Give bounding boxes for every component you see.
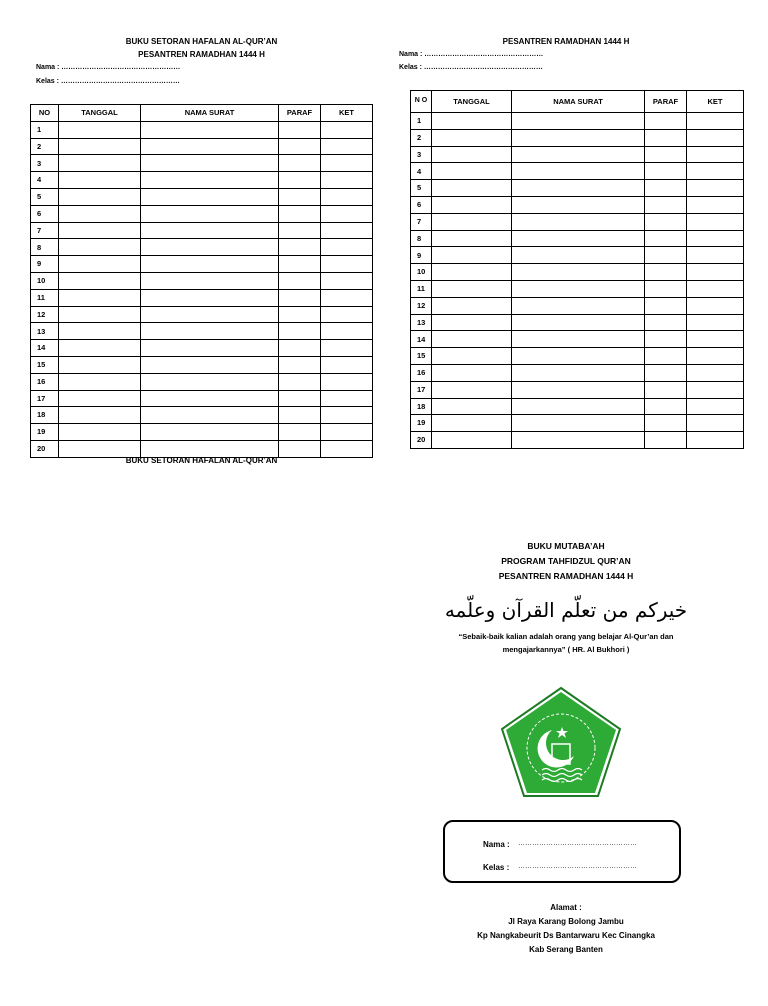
alamat-line-3: Kab Serang Banten: [529, 945, 603, 954]
hadith-translation-2: mengajarkannya” ( HR. Al Bukhori ): [502, 645, 630, 654]
cell-paraf[interactable]: [279, 340, 321, 357]
cell-nama-surat[interactable]: [141, 138, 279, 155]
cell-nama-surat[interactable]: [512, 398, 645, 415]
cell-ket[interactable]: [687, 163, 744, 180]
cell-tanggal[interactable]: [59, 323, 141, 340]
cell-nama-surat[interactable]: [141, 188, 279, 205]
cell-tanggal[interactable]: [432, 180, 512, 197]
cell-no: 15: [411, 348, 432, 365]
cell-tanggal[interactable]: [432, 196, 512, 213]
header-ket: KET: [321, 105, 373, 122]
cell-tanggal[interactable]: [59, 138, 141, 155]
cell-ket[interactable]: [687, 264, 744, 281]
cover-nama-dots: ……………………………………………: [518, 840, 637, 847]
cell-tanggal[interactable]: [59, 373, 141, 390]
table-row: [31, 239, 373, 256]
cell-no: 9: [31, 256, 59, 273]
cell-nama-surat[interactable]: [512, 113, 645, 130]
table-row: [31, 373, 373, 390]
cell-paraf[interactable]: [645, 247, 687, 264]
table-row: [411, 348, 744, 365]
table-header-row: [31, 105, 373, 122]
cell-no: 18: [31, 407, 59, 424]
cell-ket[interactable]: [687, 247, 744, 264]
cell-paraf[interactable]: [645, 264, 687, 281]
cell-ket[interactable]: [687, 113, 744, 130]
cell-tanggal[interactable]: [432, 415, 512, 432]
cell-no: 2: [411, 129, 432, 146]
table-row: [31, 155, 373, 172]
cell-nama-surat[interactable]: [141, 222, 279, 239]
table-row: [411, 129, 744, 146]
cell-ket[interactable]: [321, 121, 373, 138]
header-tanggal: TANGGAL: [59, 105, 141, 122]
cell-nama-surat[interactable]: [141, 172, 279, 189]
cell-nama-surat[interactable]: [512, 381, 645, 398]
cell-tanggal[interactable]: [59, 407, 141, 424]
cell-no: 8: [31, 239, 59, 256]
cell-paraf[interactable]: [645, 364, 687, 381]
cell-ket[interactable]: [321, 172, 373, 189]
cell-ket[interactable]: [687, 364, 744, 381]
cell-nama-surat[interactable]: [141, 424, 279, 441]
cell-nama-surat[interactable]: [141, 390, 279, 407]
cell-tanggal[interactable]: [432, 314, 512, 331]
cell-nama-surat[interactable]: [512, 230, 645, 247]
cell-tanggal[interactable]: [432, 331, 512, 348]
left-nama-field: Nama : ……………………………………………: [36, 64, 181, 71]
cell-paraf[interactable]: [279, 256, 321, 273]
table-row: [31, 356, 373, 373]
pentagon-emblem-logo: [500, 686, 622, 798]
cell-paraf[interactable]: [645, 146, 687, 163]
cell-no: 14: [411, 331, 432, 348]
cell-no: 19: [411, 415, 432, 432]
cell-paraf[interactable]: [645, 348, 687, 365]
cell-nama-surat[interactable]: [141, 289, 279, 306]
cell-tanggal[interactable]: [432, 398, 512, 415]
cell-nama-surat[interactable]: [141, 440, 279, 457]
cell-nama-surat[interactable]: [512, 314, 645, 331]
cell-no: 7: [31, 222, 59, 239]
table-row: [31, 188, 373, 205]
cell-tanggal[interactable]: [432, 381, 512, 398]
cell-ket[interactable]: [321, 256, 373, 273]
cell-ket[interactable]: [321, 323, 373, 340]
cell-ket[interactable]: [321, 306, 373, 323]
cell-tanggal[interactable]: [59, 340, 141, 357]
cell-no: 9: [411, 247, 432, 264]
table-row: [411, 432, 744, 449]
cell-no: 4: [411, 163, 432, 180]
cell-ket[interactable]: [687, 196, 744, 213]
cell-tanggal[interactable]: [432, 364, 512, 381]
cell-no: 19: [31, 424, 59, 441]
cell-paraf[interactable]: [645, 230, 687, 247]
cell-ket[interactable]: [687, 129, 744, 146]
table-row: [31, 121, 373, 138]
cover-title-2: PROGRAM TAHFIDZUL QUR’AN: [501, 556, 631, 566]
table-row: [411, 415, 744, 432]
cell-ket[interactable]: [687, 314, 744, 331]
cell-paraf[interactable]: [279, 323, 321, 340]
alamat-line-2: Kp Nangkabeurit Ds Bantarwaru Kec Cinangka: [477, 931, 655, 940]
left-footer-title: BUKU SETORAN HAFALAN AL-QUR’AN: [125, 456, 278, 465]
table-row: [411, 297, 744, 314]
cell-ket[interactable]: [321, 188, 373, 205]
cell-paraf[interactable]: [645, 196, 687, 213]
cell-tanggal[interactable]: [432, 129, 512, 146]
cell-tanggal[interactable]: [59, 172, 141, 189]
table-row: [31, 256, 373, 273]
cell-no: 1: [31, 121, 59, 138]
cell-no: 18: [411, 398, 432, 415]
table-row: [31, 390, 373, 407]
cell-nama-surat[interactable]: [141, 239, 279, 256]
cell-ket[interactable]: [687, 381, 744, 398]
table-row: [411, 180, 744, 197]
cell-paraf[interactable]: [279, 306, 321, 323]
table-row: [411, 163, 744, 180]
cell-nama-surat[interactable]: [512, 180, 645, 197]
header-nama-surat: NAMA SURAT: [141, 105, 279, 122]
cell-no: 8: [411, 230, 432, 247]
cell-no: 15: [31, 356, 59, 373]
cell-no: 11: [411, 280, 432, 297]
cell-tanggal[interactable]: [59, 424, 141, 441]
cell-tanggal[interactable]: [59, 155, 141, 172]
cell-paraf[interactable]: [645, 280, 687, 297]
cell-no: 13: [31, 323, 59, 340]
cell-ket[interactable]: [687, 180, 744, 197]
table-row: [31, 289, 373, 306]
table-row: [31, 323, 373, 340]
cell-paraf[interactable]: [279, 373, 321, 390]
cell-paraf[interactable]: [645, 381, 687, 398]
cell-ket[interactable]: [321, 239, 373, 256]
cell-nama-surat[interactable]: [512, 196, 645, 213]
header-tanggal: TANGGAL: [432, 91, 512, 113]
cell-no: 16: [411, 364, 432, 381]
cell-ket[interactable]: [687, 398, 744, 415]
table-row: [411, 331, 744, 348]
cell-nama-surat[interactable]: [512, 264, 645, 281]
table-row: [411, 398, 744, 415]
table-row: [411, 264, 744, 281]
cell-nama-surat[interactable]: [512, 415, 645, 432]
table-header-row: [411, 91, 744, 113]
cell-paraf[interactable]: [645, 432, 687, 449]
cell-ket[interactable]: [321, 205, 373, 222]
table-row: [31, 407, 373, 424]
cell-ket[interactable]: [687, 230, 744, 247]
cell-no: 11: [31, 289, 59, 306]
left-setoran-table: [30, 104, 373, 458]
emblem-inner-pentagon: [506, 692, 616, 793]
cell-ket[interactable]: [687, 432, 744, 449]
cell-paraf[interactable]: [279, 390, 321, 407]
cell-nama-surat[interactable]: [141, 407, 279, 424]
header-ket: KET: [687, 91, 744, 113]
cell-ket[interactable]: [321, 440, 373, 457]
cell-nama-surat[interactable]: [141, 155, 279, 172]
right-setoran-table: [410, 90, 744, 449]
cell-ket[interactable]: [321, 340, 373, 357]
cover-kelas-label: Kelas :: [483, 863, 510, 872]
cell-ket[interactable]: [321, 272, 373, 289]
cell-no: 6: [411, 196, 432, 213]
cell-tanggal[interactable]: [59, 239, 141, 256]
cell-ket[interactable]: [687, 146, 744, 163]
cell-no: 20: [31, 440, 59, 457]
hadith-translation-1: “Sebaik-baik kalian adalah orang yang belajar Al-Qur’an dan: [458, 632, 674, 641]
cell-paraf[interactable]: [279, 138, 321, 155]
header-no: NO: [31, 105, 59, 122]
cell-paraf[interactable]: [279, 440, 321, 457]
table-row: [411, 381, 744, 398]
cell-nama-surat[interactable]: [141, 121, 279, 138]
cell-no: 1: [411, 113, 432, 130]
cover-title-3: PESANTREN RAMADHAN 1444 H: [498, 571, 634, 581]
table-row: [31, 138, 373, 155]
cell-ket[interactable]: [321, 222, 373, 239]
cell-ket[interactable]: [321, 407, 373, 424]
alamat-title: Alamat :: [550, 903, 582, 912]
table-row: [31, 424, 373, 441]
cell-tanggal[interactable]: [59, 356, 141, 373]
cell-paraf[interactable]: [645, 180, 687, 197]
right-nama-field: Nama : ……………………………………………: [399, 51, 544, 58]
cell-no: 7: [411, 213, 432, 230]
cell-paraf[interactable]: [279, 172, 321, 189]
cell-ket[interactable]: [321, 356, 373, 373]
cell-nama-surat[interactable]: [512, 364, 645, 381]
header-nama-surat: NAMA SURAT: [512, 91, 645, 113]
cell-paraf[interactable]: [645, 213, 687, 230]
cell-no: 12: [411, 297, 432, 314]
cell-tanggal[interactable]: [432, 297, 512, 314]
cell-paraf[interactable]: [279, 222, 321, 239]
cell-tanggal[interactable]: [59, 390, 141, 407]
cell-paraf[interactable]: [645, 163, 687, 180]
cell-nama-surat[interactable]: [512, 213, 645, 230]
table-row: [411, 247, 744, 264]
table-row: [31, 222, 373, 239]
table-row: [411, 230, 744, 247]
cell-no: 10: [411, 264, 432, 281]
cell-ket[interactable]: [687, 331, 744, 348]
cell-no: 2: [31, 138, 59, 155]
cell-tanggal[interactable]: [432, 432, 512, 449]
cover-kelas-dots: ……………………………………………: [518, 863, 637, 870]
cell-no: 16: [31, 373, 59, 390]
cell-ket[interactable]: [687, 213, 744, 230]
cell-ket[interactable]: [687, 280, 744, 297]
cell-tanggal[interactable]: [432, 230, 512, 247]
right-kelas-field: Kelas : ……………………………………………: [399, 64, 543, 71]
header-paraf: PARAF: [645, 91, 687, 113]
header-no: N O: [411, 91, 432, 113]
header-paraf: PARAF: [279, 105, 321, 122]
alamat-line-1: Jl Raya Karang Bolong Jambu: [508, 917, 624, 926]
cell-ket[interactable]: [321, 289, 373, 306]
cell-paraf[interactable]: [279, 188, 321, 205]
cell-ket[interactable]: [321, 138, 373, 155]
cell-paraf[interactable]: [279, 407, 321, 424]
left-title-1: BUKU SETORAN HAFALAN AL-QUR’AN: [125, 37, 278, 46]
cell-tanggal[interactable]: [59, 440, 141, 457]
cell-tanggal[interactable]: [432, 348, 512, 365]
table-row: [31, 440, 373, 457]
cell-paraf[interactable]: [279, 424, 321, 441]
cell-no: 14: [31, 340, 59, 357]
cell-no: 5: [411, 180, 432, 197]
identity-box: [443, 820, 681, 883]
cell-nama-surat[interactable]: [141, 205, 279, 222]
cell-tanggal[interactable]: [432, 247, 512, 264]
cell-ket[interactable]: [687, 415, 744, 432]
table-row: [411, 146, 744, 163]
table-row: [411, 364, 744, 381]
table-row: [31, 340, 373, 357]
cell-no: 17: [31, 390, 59, 407]
cell-paraf[interactable]: [645, 415, 687, 432]
cell-paraf[interactable]: [279, 205, 321, 222]
cell-nama-surat[interactable]: [512, 297, 645, 314]
cell-tanggal[interactable]: [432, 280, 512, 297]
cell-paraf[interactable]: [279, 289, 321, 306]
table-row: [411, 113, 744, 130]
cell-ket[interactable]: [321, 424, 373, 441]
table-row: [31, 272, 373, 289]
cell-paraf[interactable]: [279, 356, 321, 373]
cell-nama-surat[interactable]: [141, 356, 279, 373]
cell-no: 17: [411, 381, 432, 398]
cell-nama-surat[interactable]: [512, 331, 645, 348]
cell-nama-surat[interactable]: [512, 432, 645, 449]
cell-tanggal[interactable]: [59, 306, 141, 323]
cover-title-1: BUKU MUTABA’AH: [527, 541, 605, 551]
cell-paraf[interactable]: [645, 398, 687, 415]
cell-nama-surat[interactable]: [512, 348, 645, 365]
cell-tanggal[interactable]: [432, 113, 512, 130]
table-row: [31, 172, 373, 189]
cell-paraf[interactable]: [645, 129, 687, 146]
cell-nama-surat[interactable]: [512, 146, 645, 163]
cell-tanggal[interactable]: [59, 256, 141, 273]
cell-nama-surat[interactable]: [141, 256, 279, 273]
cell-no: 20: [411, 432, 432, 449]
cell-nama-surat[interactable]: [141, 340, 279, 357]
cell-paraf[interactable]: [645, 314, 687, 331]
cell-tanggal[interactable]: [59, 188, 141, 205]
cell-tanggal[interactable]: [432, 264, 512, 281]
cell-tanggal[interactable]: [432, 213, 512, 230]
cell-no: 13: [411, 314, 432, 331]
table-row: [31, 205, 373, 222]
cell-no: 6: [31, 205, 59, 222]
cell-nama-surat[interactable]: [512, 247, 645, 264]
cell-nama-surat[interactable]: [141, 323, 279, 340]
cell-no: 4: [31, 172, 59, 189]
table-row: [411, 196, 744, 213]
cell-paraf[interactable]: [645, 297, 687, 314]
cell-paraf[interactable]: [279, 155, 321, 172]
table-row: [31, 306, 373, 323]
cell-paraf[interactable]: [279, 239, 321, 256]
cell-paraf[interactable]: [645, 331, 687, 348]
arabic-hadith: خيركم من تعلّم القرآن وعلّمه: [444, 598, 688, 622]
table-row: [411, 314, 744, 331]
cell-tanggal[interactable]: [59, 289, 141, 306]
table-row: [411, 213, 744, 230]
cell-no: 10: [31, 272, 59, 289]
cell-ket[interactable]: [321, 373, 373, 390]
cell-no: 3: [31, 155, 59, 172]
cell-paraf[interactable]: [279, 121, 321, 138]
cell-tanggal[interactable]: [59, 222, 141, 239]
left-title-2: PESANTREN RAMADHAN 1444 H: [138, 50, 265, 59]
cell-nama-surat[interactable]: [141, 306, 279, 323]
cell-no: 3: [411, 146, 432, 163]
cell-paraf[interactable]: [645, 113, 687, 130]
cover-nama-label: Nama :: [483, 840, 510, 849]
cell-nama-surat[interactable]: [512, 129, 645, 146]
cell-nama-surat[interactable]: [141, 373, 279, 390]
cell-nama-surat[interactable]: [512, 280, 645, 297]
cell-ket[interactable]: [687, 297, 744, 314]
left-kelas-field: Kelas : ……………………………………………: [36, 78, 180, 85]
cell-tanggal[interactable]: [432, 146, 512, 163]
cell-no: 5: [31, 188, 59, 205]
cell-tanggal[interactable]: [59, 205, 141, 222]
cell-tanggal[interactable]: [59, 272, 141, 289]
cell-ket[interactable]: [321, 390, 373, 407]
cell-tanggal[interactable]: [432, 163, 512, 180]
table-row: [411, 280, 744, 297]
cell-no: 12: [31, 306, 59, 323]
right-title: PESANTREN RAMADHAN 1444 H: [502, 37, 630, 46]
cell-nama-surat[interactable]: [141, 272, 279, 289]
cell-nama-surat[interactable]: [512, 163, 645, 180]
cell-tanggal[interactable]: [59, 121, 141, 138]
cell-ket[interactable]: [687, 348, 744, 365]
cell-ket[interactable]: [321, 155, 373, 172]
cell-paraf[interactable]: [279, 272, 321, 289]
